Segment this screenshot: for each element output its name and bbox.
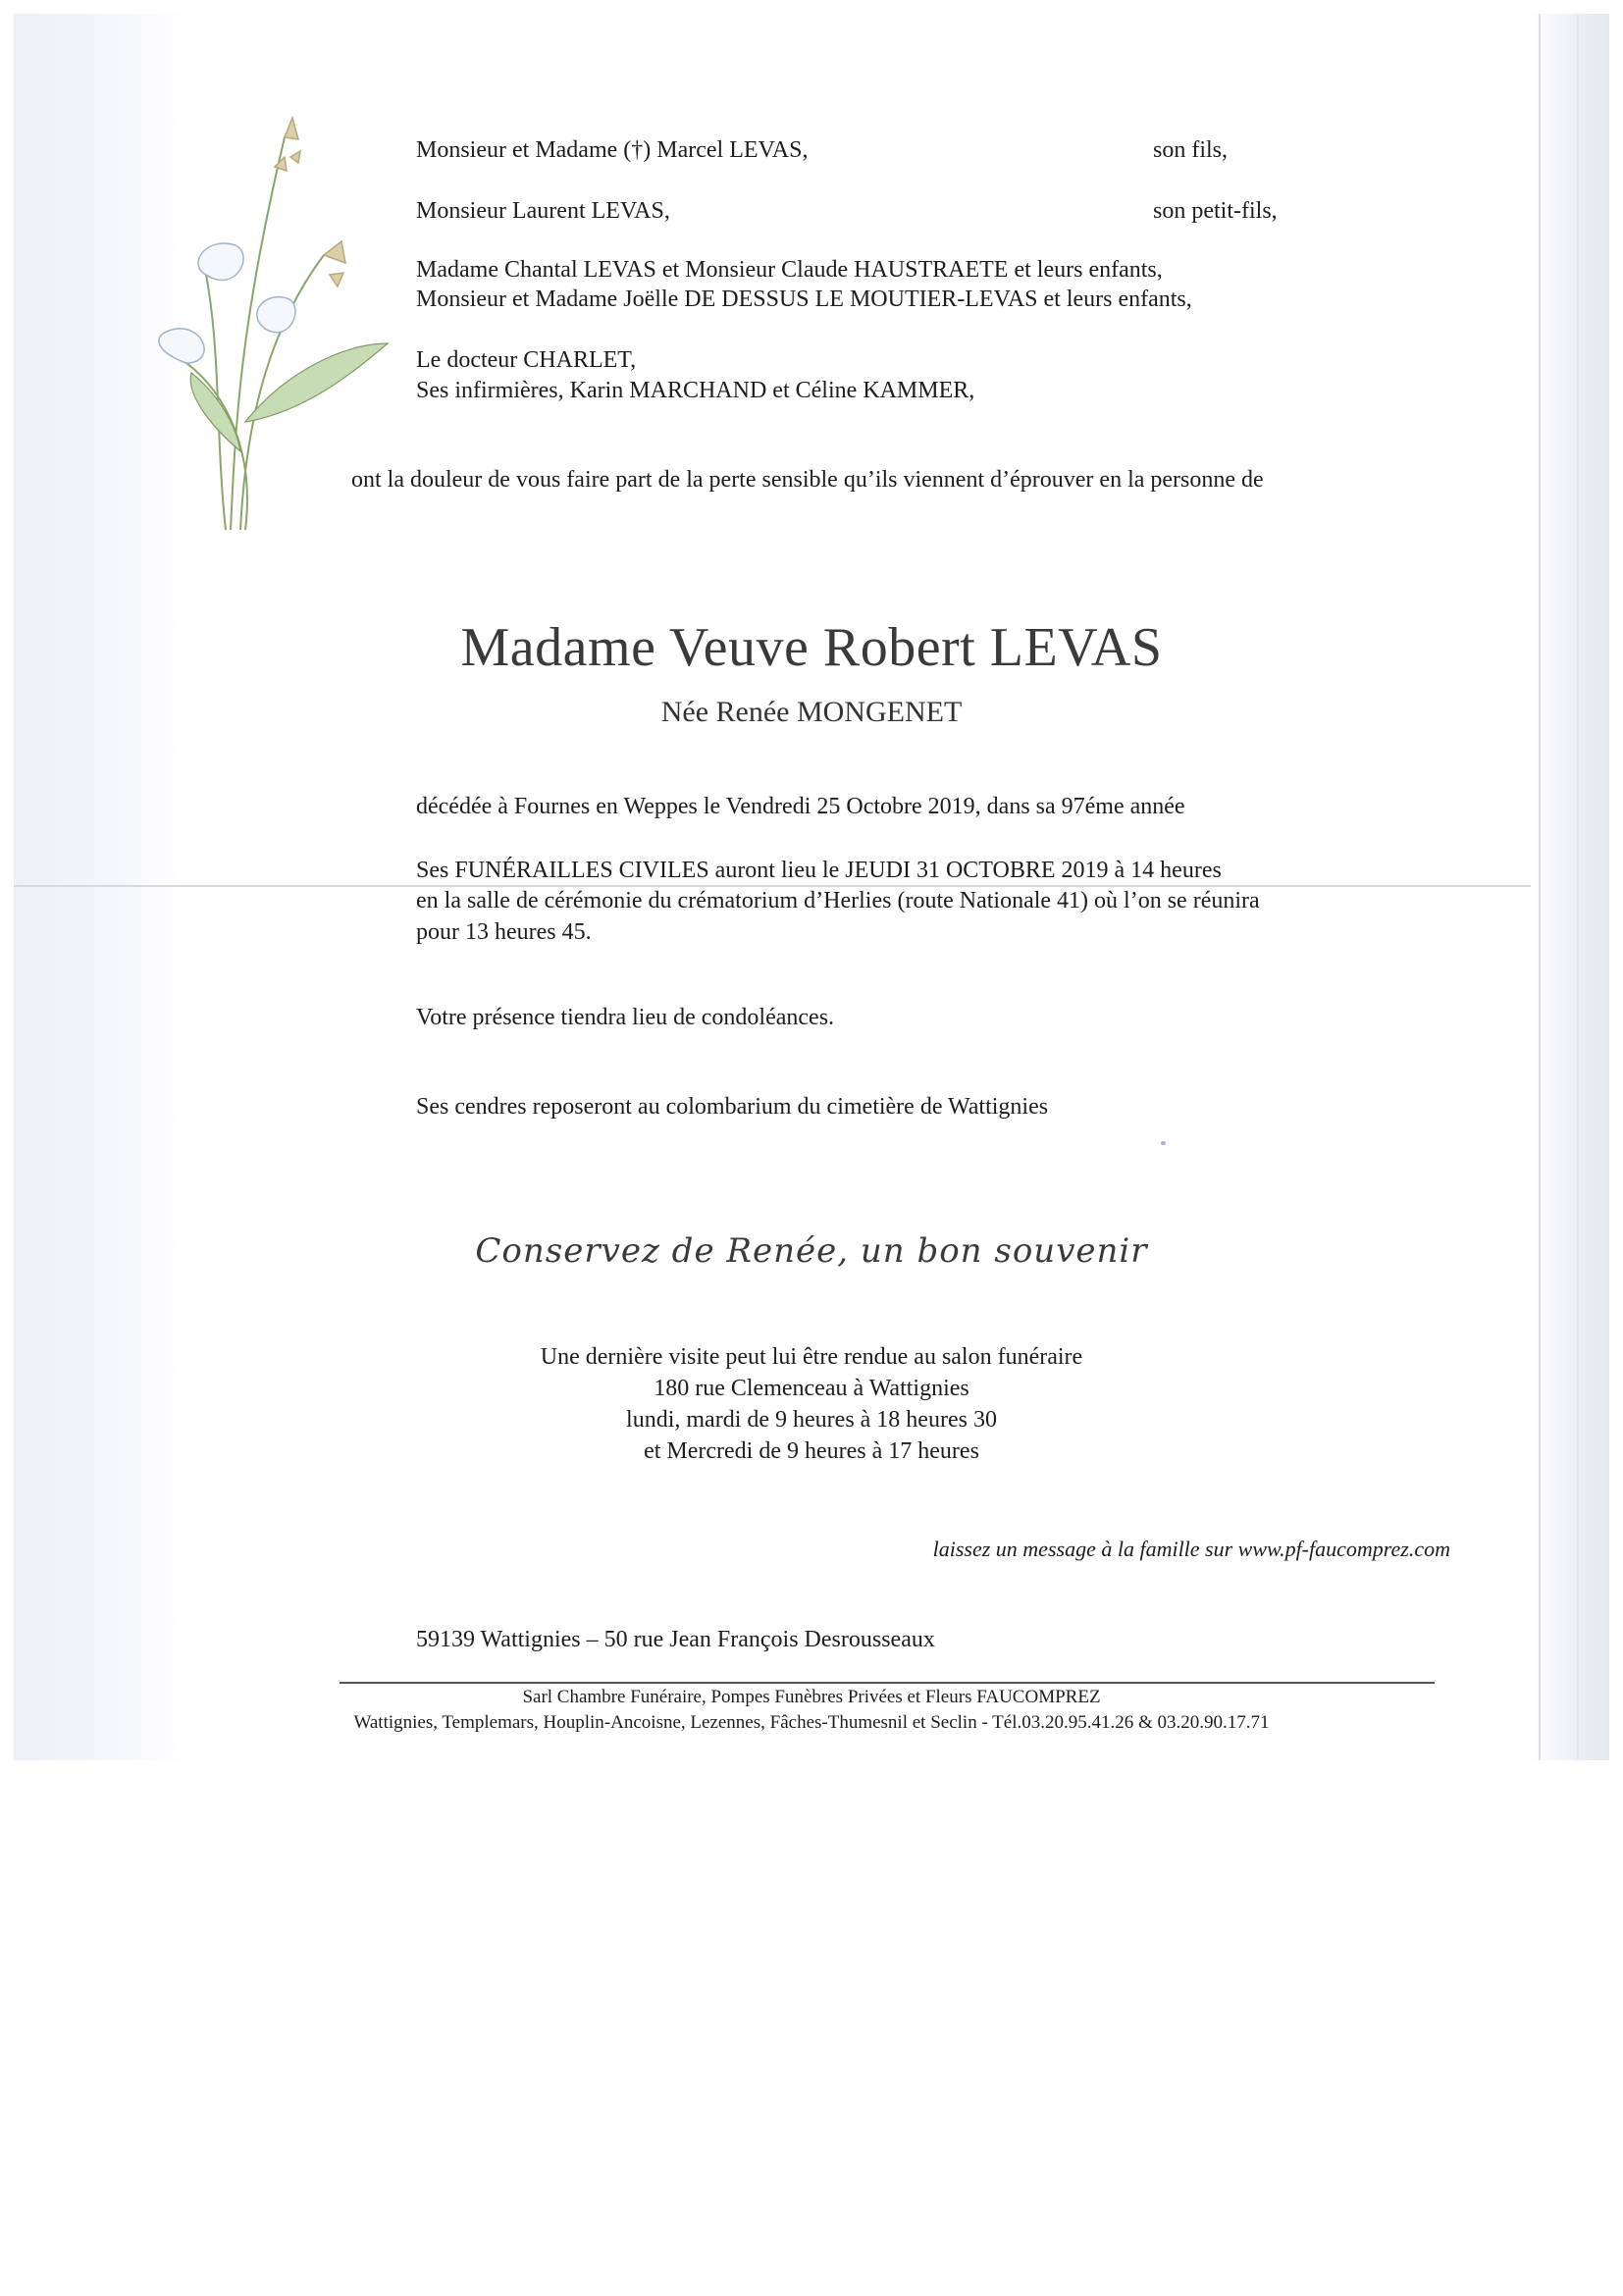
family-row1-name: Monsieur et Madame (†) Marcel LEVAS, xyxy=(416,137,809,163)
family-row6: Ses infirmières, Karin MARCHAND et Céline KAMMER, xyxy=(416,378,975,403)
family-row3: Madame Chantal LEVAS et Monsieur Claude HAUSTRAETE et leurs enfants, xyxy=(416,257,1163,283)
right-edge-line-2 xyxy=(1577,14,1579,1760)
family-row2-relation: son petit-fils, xyxy=(1153,198,1278,224)
funeral-line3: pour 13 heures 45. xyxy=(416,919,592,945)
visit-line1: Une dernière visite peut lui être rendue au salon funéraire xyxy=(540,1344,1083,1370)
right-edge-line xyxy=(1539,14,1541,1760)
footer-rule xyxy=(340,1682,1435,1684)
visit-line2: 180 rue Clemenceau à Wattignies xyxy=(654,1376,969,1401)
family-row2-name: Monsieur Laurent LEVAS, xyxy=(416,198,670,224)
visit-line4: et Mercredi de 9 heures à 17 heures xyxy=(644,1438,979,1464)
announcement-line: ont la douleur de vous faire part de la perte sensible qu’ils viennent d’éprouver en la personne de xyxy=(351,467,1264,493)
family-row4: Monsieur et Madame Joëlle DE DESSUS LE MOUTIER-LEVAS et leurs enfants, xyxy=(416,287,1192,312)
ashes-line: Ses cendres reposeront au colombarium du cimetière de Wattignies xyxy=(416,1094,1049,1120)
condolences-line: Votre présence tiendra lieu de condoléances. xyxy=(416,1005,835,1030)
death-notice: décédée à Fournes en Weppes le Vendredi 25 Octobre 2019, dans sa 97éme année xyxy=(416,794,1185,819)
footer-locations: Wattignies, Templemars, Houplin-Ancoisne, Lezennes, Fâches-Thumesnil et Seclin - Tél.03.20.95.41.26 & 03.20.90.17.71 xyxy=(353,1712,1270,1733)
address-line: 59139 Wattignies – 50 rue Jean François Desrousseaux xyxy=(416,1627,935,1652)
ink-dot xyxy=(1161,1141,1166,1145)
visit-line3: lundi, mardi de 9 heures à 18 heures 30 xyxy=(626,1407,997,1433)
maiden-name: Née Renée MONGENET xyxy=(660,696,963,728)
funeral-line1: Ses FUNÉRAILLES CIVILES auront lieu le JEUDI 31 OCTOBRE 2019 à 14 heures xyxy=(416,858,1222,883)
message-link[interactable]: laissez un message à la famille sur www.pf-faucomprez.com xyxy=(932,1537,1450,1561)
deceased-name: Madame Veuve Robert LEVAS xyxy=(460,617,1163,678)
footer-company: Sarl Chambre Funéraire, Pompes Funèbres Privées et Fleurs FAUCOMPREZ xyxy=(522,1687,1101,1707)
family-row5: Le docteur CHARLET, xyxy=(416,347,637,373)
right-paper-edge xyxy=(1531,14,1609,1760)
memory-script: Conservez de Renée, un bon souvenir xyxy=(475,1231,1148,1271)
funeral-line2: en la salle de cérémonie du crématorium d’Herlies (route Nationale 41) où l’on se réunira xyxy=(416,888,1260,913)
family-row1-relation: son fils, xyxy=(1153,137,1229,163)
